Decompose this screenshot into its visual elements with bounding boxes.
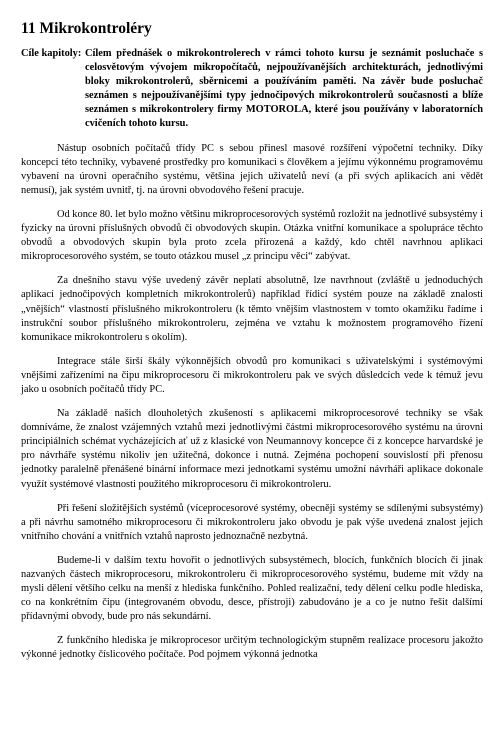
paragraph: Za dnešního stavu výše uvedený závěr neplatí absolutně, lze navrhnout (zvláště u jednoduchých aplikací jednočipových kompletních mikrokontrolerů) například řídicí systém pouze na základě znalosti „vnějších“ vlastností příslušného mikrokontroleru (k těmto vnějším vlastnostem v tomto okamžiku řadíme i instrukční soubor příslušného mikrokontroleru, zejména ve vztahu k možnostem programového řízení komunikace mikrokontroleru s okolím). — [21, 275, 483, 343]
paragraph: Od konce 80. let bylo možno většinu mikroprocesorových systémů rozložit na jednotlivé subsystémy i fyzicky na úrovni příslušných obvodů či obvodových skupin. Otázka vnitřní komunikace a spolupráce těchto obvodů a obvodových skupin byla proto zcela přirozená a každý, kdo chtěl navrhnou aplikaci mikroprocesorového systém, se touto otázkou musel „z principu věci“ zabývat. — [21, 208, 483, 263]
chapter-goals-text: Cílem přednášek o mikrokontrolerech v rámci tohoto kursu je seznámit posluchače s celosvětovým vývojem mikropočítačů, nejpoužívanějších architekturách, jednotlivými bloky mikrokontrolerů, sběrnicemi a používáním paměti. Na závěr bude posluchač seznámen s nejpoužívanějšími typy jednočipových mikrokontrolerů současnosti a blíže seznámen s mikrokontrolery firmy MOTOROLA, které jsou používány v laboratorních cvičeních tohoto kursu. — [85, 48, 483, 130]
paragraph: Z funkčního hlediska je mikroprocesor určitým technologickým stupněm realizace procesoru jakožto výkonné jednotky číslicového počítače. Pod pojmem výkonná jednotka — [21, 635, 483, 661]
chapter-title: Mikrokontroléry — [39, 20, 152, 37]
chapter-goals-label: Cíle kapitoly: — [21, 48, 82, 59]
paragraph: Integrace stále širší škály výkonnějších obvodů pro komunikaci s uživatelskými i systémovými vnějšími zařízeními na čipu mikroprocesoru či mikrokontroleru pak ve svých důsledcích vede k témuž jevu jako u osobních počítačů třídy PC. — [21, 355, 483, 395]
paragraph: Nástup osobních počítačů třídy PC s sebou přinesl masové rozšíření výpočetní techniky. Díky koncepci této techniky, vybavené prostředky pro komunikaci s člověkem a jejímu výkonnému programovému vybavení na úrovni operačního systému, většina jejich uživatelů neví (a při svých aplikacích ani vědět nemusí), jak systém uvnitř, tj. na úrovni obvodového řešení pracuje. — [21, 142, 483, 196]
document-page — [21, 20, 483, 673]
paragraph: Budeme-li v dalším textu hovořit o jednotlivých subsystémech, blocích, funkčních blocích či jinak nazvaných částech mikroprocesoru, mikrokontroleru či mikroprocesorového systému, budeme mít vždy na mysli dělení většího celku na menší z hlediska funkčního. Pohled realizační, tedy dělení celku podle hlediska, co na konkrétním čipu (integrovaném obvodu, desce, přístroji) zabudováno je a co je nutno řešit dalšími přídavnými obvody, bude pro nás sekundární. — [21, 554, 483, 623]
paragraph: Při řešení složitějších systémů (víceprocesorové systémy, obecněji systémy se sdílenými subsystémy) a při návrhu samotného mikroprocesoru či mikrokontroleru jako obvodu je pak výše uvedená znalost jejich vnitřního chování a vnitřních vztahů naprosto jednoznačně nezbytná. — [21, 502, 483, 542]
chapter-number: 11 — [21, 20, 36, 37]
chapter-heading — [21, 20, 483, 38]
chapter-goals — [21, 47, 483, 132]
paragraph: Na základě našich dlouholetých zkušeností s aplikacemi mikroprocesorové techniky se však domníváme, že znalost vzájemných vztahů mezi jednotlivými částmi mikroprocesorového systému na úrovni principiálních schémat vycházejících ať už z klasické von Neumannovy koncepce či z koncepce harvardské je pro návrháře systému nikoliv jen užitečná, dokonce i nutná. Zejména pochopení souvislostí při přenosu jednotky paralelně přenášené binární informace mezi jednotkami systému umožní návrháři aplikace dokonale využít systémové vlastnosti použitého mikroprocesoru či mikrokontroleru. — [21, 408, 483, 490]
